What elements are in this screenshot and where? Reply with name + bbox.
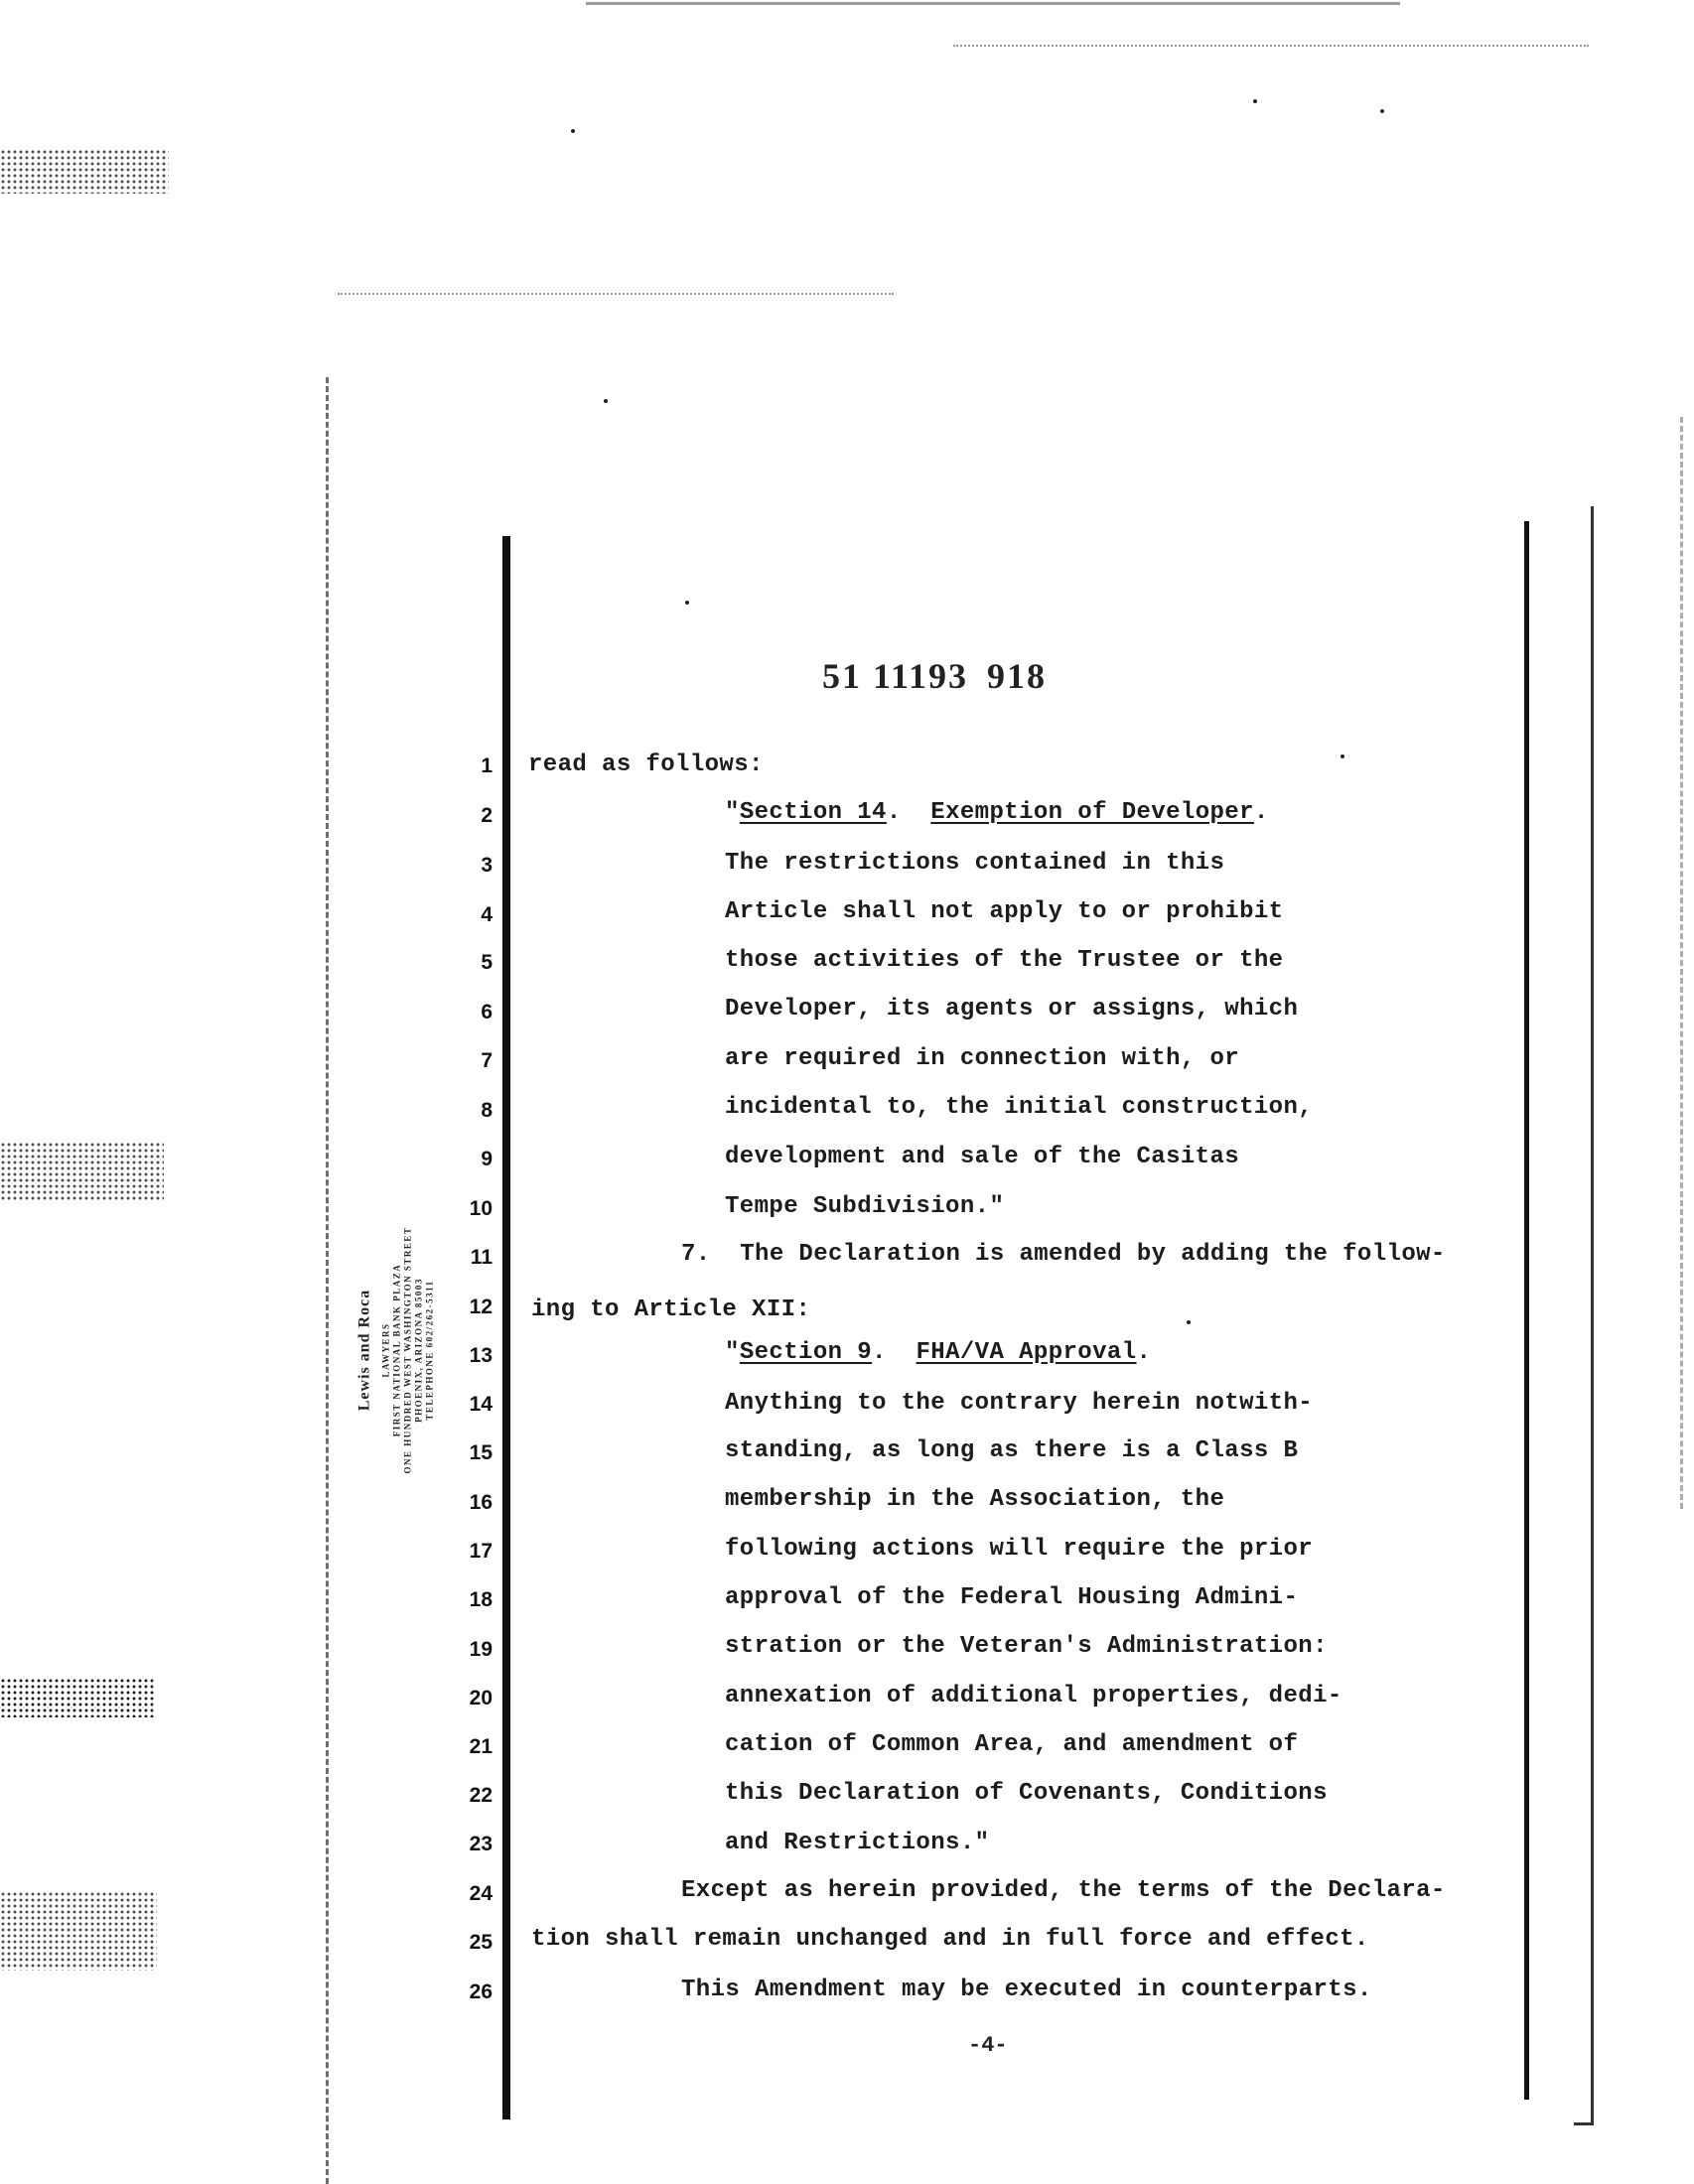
line-number: 1	[481, 754, 493, 777]
scan-top-rule	[586, 2, 1400, 5]
line-number: 10	[469, 1197, 493, 1220]
scan-speck	[685, 601, 689, 605]
body-line: stration or the Veteran's Administration:	[725, 1633, 1328, 1660]
line-number: 12	[469, 1296, 493, 1318]
body-line: cation of Common Area, and amendment of	[725, 1731, 1299, 1758]
recording-number: 51 11193 918	[822, 656, 1048, 696]
line-number: 24	[469, 1882, 493, 1905]
body-line: Except as herein provided, the terms of the Declara-	[681, 1877, 1446, 1904]
body-line: those activities of the Trustee or the	[725, 947, 1284, 974]
firm-line: LAWYERS	[380, 1322, 391, 1378]
scan-dither	[0, 1142, 164, 1201]
heading-quote: "	[725, 799, 740, 826]
line-number: 4	[481, 903, 493, 926]
body-line: The restrictions contained in this	[725, 850, 1225, 877]
body-line: and Restrictions."	[725, 1830, 990, 1856]
line-number: 13	[469, 1344, 493, 1367]
firm-line: TELEPHONE 602/262-5311	[424, 1280, 435, 1421]
line-number: 22	[469, 1784, 493, 1807]
line-number: 26	[469, 1980, 493, 2003]
line-number: 11	[470, 1246, 493, 1269]
scan-dither	[0, 1891, 157, 1971]
scan-speck	[604, 399, 608, 403]
heading-separator: .	[872, 1339, 917, 1366]
line-number: 8	[481, 1099, 493, 1122]
line-number: 16	[469, 1491, 493, 1514]
firm-name: Lewis and Roca	[355, 1289, 373, 1412]
right-margin-rule	[1524, 521, 1529, 2100]
scan-speck	[571, 129, 575, 133]
line-number: 9	[481, 1148, 493, 1170]
section-heading	[725, 1339, 1151, 1366]
line-number: 25	[469, 1931, 493, 1954]
line-number: 5	[481, 951, 493, 974]
line-number: 2	[481, 804, 493, 827]
body-line: standing, as long as there is a Class B	[725, 1437, 1299, 1464]
body-line: Tempe Subdivision."	[725, 1193, 1005, 1220]
body-line: are required in connection with, or	[725, 1045, 1240, 1072]
body-line: Article shall not apply to or prohibit	[725, 898, 1284, 925]
body-line: read as follows:	[528, 751, 764, 778]
line-number: 7	[481, 1049, 493, 1072]
section-number: Section 14	[739, 799, 887, 826]
body-line: 7. The Declaration is amended by adding the follow-	[681, 1241, 1446, 1268]
scan-dither	[0, 149, 169, 194]
scan-dither	[0, 1678, 154, 1717]
line-number: 20	[469, 1687, 493, 1709]
heading-quote: "	[725, 1339, 740, 1366]
line-number: 19	[469, 1638, 493, 1661]
scan-speck	[1380, 109, 1384, 113]
line-number: 15	[469, 1441, 493, 1464]
scan-speck	[1253, 99, 1257, 103]
body-line: This Amendment may be executed in counterparts.	[681, 1977, 1372, 2003]
heading-period: .	[1253, 799, 1269, 826]
scan-speck	[1341, 754, 1344, 758]
body-line: membership in the Association, the	[725, 1486, 1225, 1513]
page-number: -4-	[968, 2033, 1008, 2058]
line-number: 23	[469, 1833, 493, 1855]
section-title: FHA/VA Approval	[916, 1339, 1137, 1366]
body-line: Developer, its agents or assigns, which	[725, 996, 1299, 1023]
firm-line: PHOENIX, ARIZONA 85003	[413, 1278, 424, 1423]
body-line: following actions will require the prior	[725, 1536, 1314, 1563]
section-heading	[725, 799, 1269, 826]
heading-period: .	[1136, 1339, 1152, 1366]
left-margin-rule	[502, 536, 510, 2119]
scan-top-noise	[953, 45, 1589, 47]
body-line: this Declaration of Covenants, Conditions	[725, 1780, 1328, 1807]
firm-line: ONE HUNDRED WEST WASHINGTON STREET	[402, 1226, 413, 1474]
body-line: development and sale of the Casitas	[725, 1144, 1240, 1170]
body-line: incidental to, the initial construction,	[725, 1094, 1314, 1121]
line-number: 14	[469, 1393, 493, 1416]
right-edge-bracket	[1591, 506, 1594, 2124]
line-number: 3	[481, 854, 493, 877]
scan-noise-line	[338, 293, 894, 295]
line-number: 6	[481, 1001, 493, 1024]
section-number: Section 9	[739, 1339, 873, 1366]
body-line: Anything to the contrary herein notwith-	[725, 1390, 1314, 1417]
body-line: approval of the Federal Housing Admini-	[725, 1584, 1299, 1611]
right-edge-bracket-foot	[1574, 2122, 1594, 2125]
body-line: ing to Article XII:	[531, 1297, 811, 1323]
scan-right-edge	[1680, 417, 1683, 1509]
scan-speck	[1187, 1320, 1191, 1324]
body-line: tion shall remain unchanged and in full force and effect.	[531, 1926, 1369, 1953]
line-number: 21	[469, 1735, 493, 1758]
line-number: 17	[469, 1540, 493, 1563]
firm-line: FIRST NATIONAL BANK PLAZA	[391, 1263, 402, 1437]
body-line: annexation of additional properties, dedi-	[725, 1683, 1342, 1709]
line-number: 18	[469, 1588, 493, 1611]
section-title: Exemption of Developer	[930, 799, 1254, 826]
heading-separator: .	[886, 799, 931, 826]
